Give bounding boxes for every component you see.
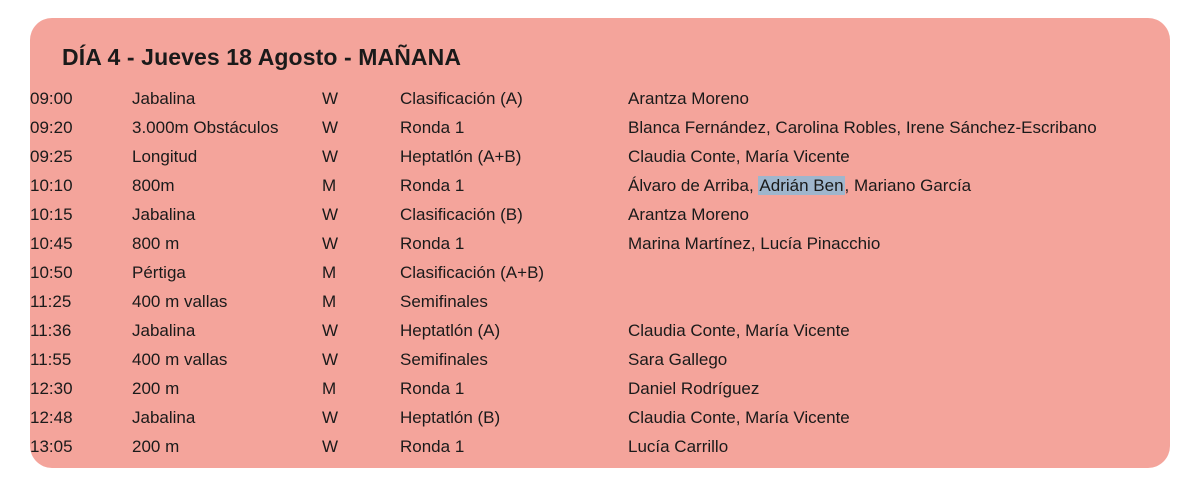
row-time: 12:48 [30, 408, 73, 427]
row-round: Semifinales [400, 350, 488, 369]
row-time: 12:30 [30, 379, 73, 398]
row-event: 400 m vallas [132, 292, 228, 311]
row-athletes: Claudia Conte, María Vicente [628, 408, 850, 427]
row-athletes: Blanca Fernández, Carolina Robles, Irene Sánchez-Escribano [628, 118, 1097, 137]
row-athletes: Marina Martínez, Lucía Pinacchio [628, 234, 881, 253]
row-time: 10:15 [30, 205, 73, 224]
row-round: Ronda 1 [400, 118, 465, 137]
table-row [30, 201, 1170, 230]
row-event: Jabalina [132, 205, 196, 224]
table-row [30, 288, 1170, 317]
row-category: W [322, 408, 339, 427]
row-round: Clasificación (A) [400, 89, 523, 108]
row-round: Ronda 1 [400, 176, 465, 195]
row-category: W [322, 89, 339, 108]
row-time: 10:10 [30, 176, 73, 195]
row-round: Ronda 1 [400, 234, 465, 253]
row-athletes: Lucía Carrillo [628, 437, 729, 456]
row-category: M [322, 263, 337, 282]
row-round: Ronda 1 [400, 379, 465, 398]
schedule-table [30, 85, 1170, 462]
row-round: Heptatlón (B) [400, 408, 501, 427]
schedule-panel [30, 18, 1170, 468]
row-athletes: Arantza Moreno [628, 205, 749, 224]
row-time: 11:36 [30, 321, 72, 340]
row-category: W [322, 437, 339, 456]
row-round: Ronda 1 [400, 437, 465, 456]
row-round: Clasificación (A+B) [400, 263, 545, 282]
table-row [30, 230, 1170, 259]
table-row [30, 404, 1170, 433]
row-category: W [322, 118, 339, 137]
row-athletes: Daniel Rodríguez [628, 379, 760, 398]
row-category: M [322, 379, 337, 398]
row-athletes: Claudia Conte, María Vicente [628, 321, 850, 340]
athlete-highlighted: Adrián Ben [759, 176, 844, 195]
row-category: W [322, 205, 339, 224]
row-athletes [628, 172, 1170, 201]
table-row [30, 317, 1170, 346]
row-time: 10:45 [30, 234, 73, 253]
row-athletes: Arantza Moreno [628, 89, 749, 108]
row-event: 200 m [132, 379, 180, 398]
row-round: Semifinales [400, 292, 488, 311]
row-event: 200 m [132, 437, 180, 456]
row-category: W [322, 234, 339, 253]
row-time: 09:25 [30, 147, 73, 166]
row-time: 11:25 [30, 292, 72, 311]
row-time: 13:05 [30, 437, 73, 456]
row-athletes [628, 259, 1170, 288]
row-event: Jabalina [132, 321, 196, 340]
row-round: Clasificación (B) [400, 205, 523, 224]
row-category: W [322, 350, 339, 369]
row-event: Longitud [132, 147, 198, 166]
row-event: 3.000m Obstáculos [132, 118, 279, 137]
row-time: 09:20 [30, 118, 73, 137]
row-event: Jabalina [132, 89, 196, 108]
row-category: W [322, 321, 339, 340]
row-athletes: Claudia Conte, María Vicente [628, 147, 850, 166]
athletes-pre: Álvaro de Arriba, [628, 176, 759, 195]
row-time: 11:55 [30, 350, 72, 369]
table-row [30, 375, 1170, 404]
row-category: M [322, 176, 337, 195]
table-row [30, 172, 1170, 201]
table-row [30, 346, 1170, 375]
row-round: Heptatlón (A+B) [400, 147, 522, 166]
row-event: Pértiga [132, 263, 186, 282]
table-row [30, 143, 1170, 172]
row-event: Jabalina [132, 408, 196, 427]
table-row [30, 114, 1170, 143]
row-event: 400 m vallas [132, 350, 228, 369]
row-athletes: Sara Gallego [628, 350, 728, 369]
page-title: DÍA 4 - Jueves 18 Agosto - MAÑANA [62, 44, 462, 70]
row-round: Heptatlón (A) [400, 321, 501, 340]
row-event: 800 m [132, 234, 180, 253]
table-row [30, 85, 1170, 114]
table-row [30, 433, 1170, 462]
schedule-table-body [30, 85, 1170, 462]
row-category: M [322, 292, 337, 311]
row-time: 10:50 [30, 263, 73, 282]
row-event: 800m [132, 176, 175, 195]
athletes-post: , Mariano García [844, 176, 972, 195]
row-category: W [322, 147, 339, 166]
table-row [30, 259, 1170, 288]
row-athletes [628, 288, 1170, 317]
row-time: 09:00 [30, 89, 73, 108]
